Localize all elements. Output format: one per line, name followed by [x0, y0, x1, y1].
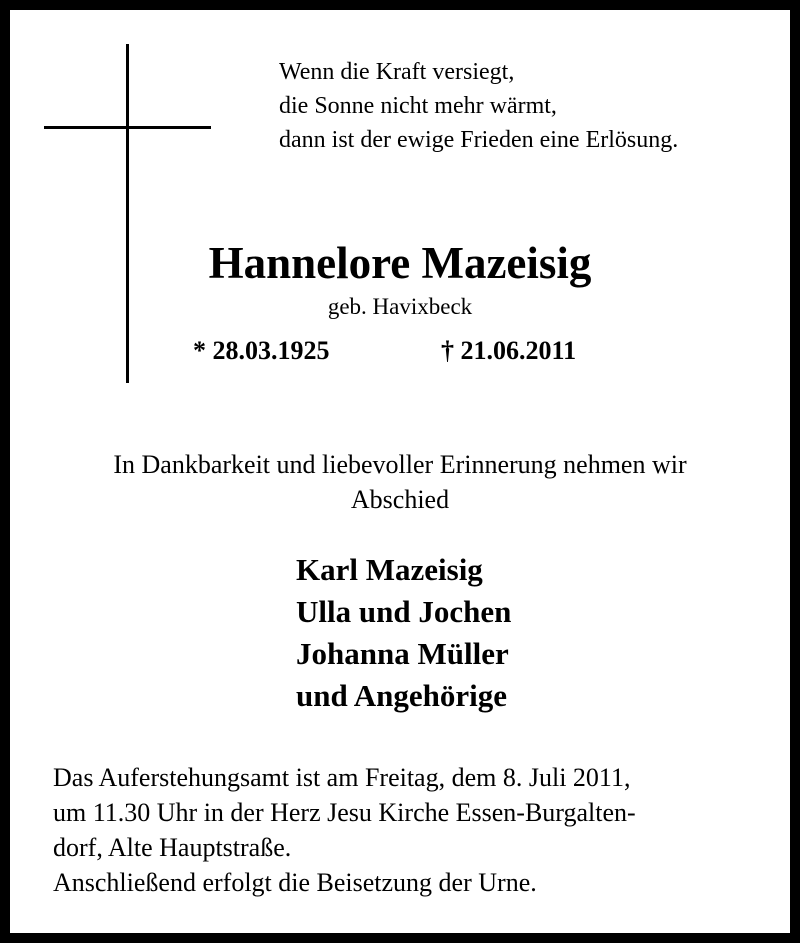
death-date: † 21.06.2011 [441, 336, 577, 365]
mourners-list [296, 549, 511, 717]
notice-line: um 11.30 Uhr in der Herz Jesu Kirche Essen-Burgalten- [53, 798, 636, 827]
birth-date: * 28.03.1925 [193, 336, 330, 365]
birth-name: geb. Havixbeck [327, 294, 473, 319]
mourner-name: Johanna Müller [296, 636, 509, 671]
farewell-line: Abschied [350, 485, 450, 514]
poem-line: dann ist der ewige Frieden eine Erlösung. [279, 127, 679, 153]
mourner-name: Karl Mazeisig [296, 552, 483, 587]
poem-line: Wenn die Kraft versiegt, [279, 59, 515, 85]
farewell-line: In Dankbarkeit und liebevoller Erinnerung nehmen wir [113, 450, 687, 479]
deceased-name: Hannelore Mazeisig [208, 238, 592, 288]
poem [279, 55, 678, 157]
farewell-text [0, 447, 800, 517]
poem-line: die Sonne nicht mehr wärmt, [279, 93, 557, 119]
mourner-name: und Angehörige [296, 678, 508, 713]
notice-line: dorf, Alte Hauptstraße. [53, 833, 292, 862]
service-notice [53, 760, 636, 900]
notice-line: Das Auferstehungsamt ist am Freitag, dem 8. Juli 2011, [53, 763, 631, 792]
cross-horizontal-bar [44, 126, 211, 129]
cross-vertical-bar [126, 44, 129, 383]
mourner-name: Ulla und Jochen [296, 594, 512, 629]
notice-line: Anschließend erfolgt die Beisetzung der Urne. [53, 868, 537, 897]
